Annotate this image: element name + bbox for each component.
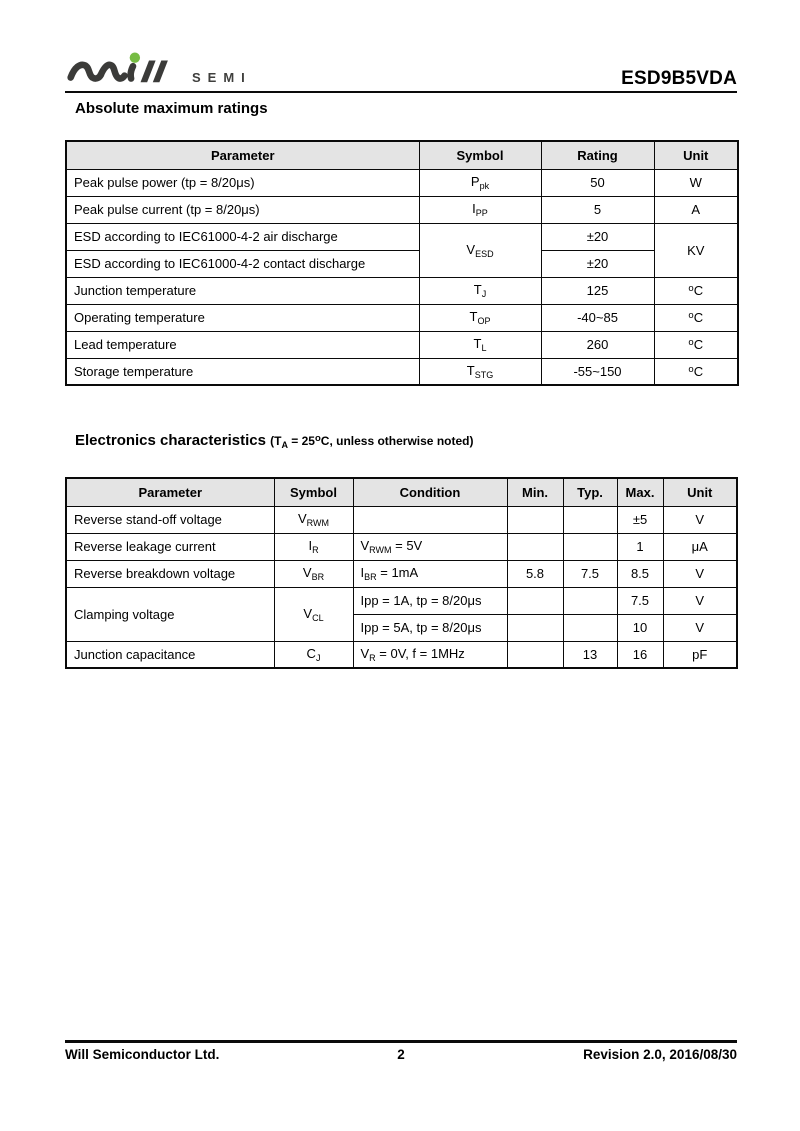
symbol-cell: $C_J$	[274, 641, 353, 668]
typ-cell: 7.5	[563, 560, 617, 587]
parameter-cell: Junction temperature	[66, 277, 419, 304]
col-header-parameter: Parameter	[66, 478, 274, 506]
unit-cell: V	[663, 614, 737, 641]
parameter-cell: Reverse breakdown voltage	[66, 560, 274, 587]
typ-cell	[563, 587, 617, 614]
max-cell: 1	[617, 533, 663, 560]
table-row	[66, 560, 737, 587]
unit-cell: A	[654, 196, 738, 223]
unit-cell: V	[663, 587, 737, 614]
col-header-symbol: Symbol	[419, 141, 541, 169]
col-header-rating: Rating	[541, 141, 654, 169]
parameter-cell: Reverse leakage current	[66, 533, 274, 560]
col-header-max: Max.	[617, 478, 663, 506]
logo-green-dot-icon	[130, 53, 140, 63]
unit-cell: V	[663, 560, 737, 587]
logo-slash-icon	[141, 61, 156, 83]
table-row	[66, 250, 738, 277]
parameter-cell: Clamping voltage	[66, 587, 274, 641]
rating-cell: 125	[541, 277, 654, 304]
col-header-symbol: Symbol	[274, 478, 353, 506]
elec-char-header-row	[66, 478, 737, 506]
symbol-cell: $V_{RWM}$	[274, 506, 353, 533]
unit-cell: V	[663, 506, 737, 533]
symbol-cell: $V_{ESD}$	[419, 223, 541, 277]
conditions-note: ($T_A = 25^oC$, unless otherwise noted)	[270, 433, 474, 450]
unit-cell: KV	[654, 223, 738, 277]
unit-cell: W	[654, 169, 738, 196]
table-row	[66, 304, 738, 331]
symbol-cell: $T_J$	[419, 277, 541, 304]
page-header	[65, 46, 737, 93]
parameter-cell: Operating temperature	[66, 304, 419, 331]
col-header-min: Min.	[507, 478, 563, 506]
symbol-cell: $I_R$	[274, 533, 353, 560]
typ-cell: 13	[563, 641, 617, 668]
condition-cell: $V_R = 0V$, f = 1MHz	[353, 641, 507, 668]
max-cell: 8.5	[617, 560, 663, 587]
symbol-cell: $T_L$	[419, 331, 541, 358]
rating-cell: -55~150	[541, 358, 654, 385]
min-cell	[507, 641, 563, 668]
parameter-cell: Peak pulse power (tp = 8/20μs)	[66, 169, 419, 196]
max-cell: 10	[617, 614, 663, 641]
col-header-unit: Unit	[654, 141, 738, 169]
typ-cell	[563, 533, 617, 560]
footer-company: Will Semiconductor Ltd.	[65, 1047, 220, 1062]
symbol-cell: $V_{CL}$	[274, 587, 353, 641]
condition-cell	[353, 506, 507, 533]
col-header-condition: Condition	[353, 478, 507, 506]
abs-max-table	[65, 140, 739, 386]
rating-cell: -40~85	[541, 304, 654, 331]
table-row	[66, 277, 738, 304]
table-row	[66, 533, 737, 560]
max-cell: 7.5	[617, 587, 663, 614]
page-footer	[65, 1040, 737, 1062]
parameter-cell: Storage temperature	[66, 358, 419, 385]
table-row	[66, 196, 738, 223]
rating-cell: 260	[541, 331, 654, 358]
rating-cell: 5	[541, 196, 654, 223]
unit-cell: $^o$C	[654, 358, 738, 385]
unit-cell: μA	[663, 533, 737, 560]
typ-cell	[563, 506, 617, 533]
unit-cell: $^o$C	[654, 331, 738, 358]
footer-revision: Revision 2.0, 2016/08/30	[583, 1047, 737, 1062]
col-header-typ: Typ.	[563, 478, 617, 506]
max-cell: 16	[617, 641, 663, 668]
abs-max-section-title: Absolute maximum ratings	[75, 100, 268, 117]
typ-cell	[563, 614, 617, 641]
symbol-cell: $I_{PP}$	[419, 196, 541, 223]
symbol-cell: $T_{STG}$	[419, 358, 541, 385]
max-cell: ±5	[617, 506, 663, 533]
symbol-cell: $P_{pk}$	[419, 169, 541, 196]
condition-cell: Ipp = 5A, tp = 8/20μs	[353, 614, 507, 641]
min-cell	[507, 506, 563, 533]
willsemi-logo-icon	[65, 50, 183, 90]
elec-char-section-title: Electronics characteristics ($T_A = 25^oC$, unless otherwise noted)	[75, 432, 474, 450]
rating-cell: ±20	[541, 223, 654, 250]
parameter-cell: Junction capacitance	[66, 641, 274, 668]
table-row	[66, 169, 738, 196]
table-row	[66, 331, 738, 358]
table-row	[66, 641, 737, 668]
symbol-cell: $T_{OP}$	[419, 304, 541, 331]
col-header-unit: Unit	[663, 478, 737, 506]
willsemi-logo	[65, 50, 252, 90]
parameter-cell: Peak pulse current (tp = 8/20μs)	[66, 196, 419, 223]
table-row	[66, 506, 737, 533]
parameter-cell: Lead temperature	[66, 331, 419, 358]
table-row	[66, 223, 738, 250]
parameter-cell: Reverse stand-off voltage	[66, 506, 274, 533]
unit-cell: $^o$C	[654, 277, 738, 304]
rating-cell: 50	[541, 169, 654, 196]
table-row	[66, 358, 738, 385]
elec-char-table	[65, 477, 738, 669]
abs-max-header-row	[66, 141, 738, 169]
symbol-cell: $V_{BR}$	[274, 560, 353, 587]
part-number: ESD9B5VDA	[621, 68, 737, 89]
min-cell	[507, 587, 563, 614]
min-cell	[507, 614, 563, 641]
parameter-cell: ESD according to IEC61000-4-2 air discharge	[66, 223, 419, 250]
unit-cell: $^o$C	[654, 304, 738, 331]
logo-slash-icon	[153, 61, 168, 83]
col-header-parameter: Parameter	[66, 141, 419, 169]
condition-cell: Ipp = 1A, tp = 8/20μs	[353, 587, 507, 614]
brand-text: SEMI	[192, 70, 252, 85]
unit-cell: pF	[663, 641, 737, 668]
table-row	[66, 587, 737, 614]
condition-cell: $I_{BR} = 1mA$	[353, 560, 507, 587]
rating-cell: ±20	[541, 250, 654, 277]
footer-page-number: 2	[397, 1047, 405, 1062]
parameter-cell: ESD according to IEC61000-4-2 contact discharge	[66, 250, 419, 277]
min-cell	[507, 533, 563, 560]
condition-cell: $V_{RWM} = 5V$	[353, 533, 507, 560]
min-cell: 5.8	[507, 560, 563, 587]
